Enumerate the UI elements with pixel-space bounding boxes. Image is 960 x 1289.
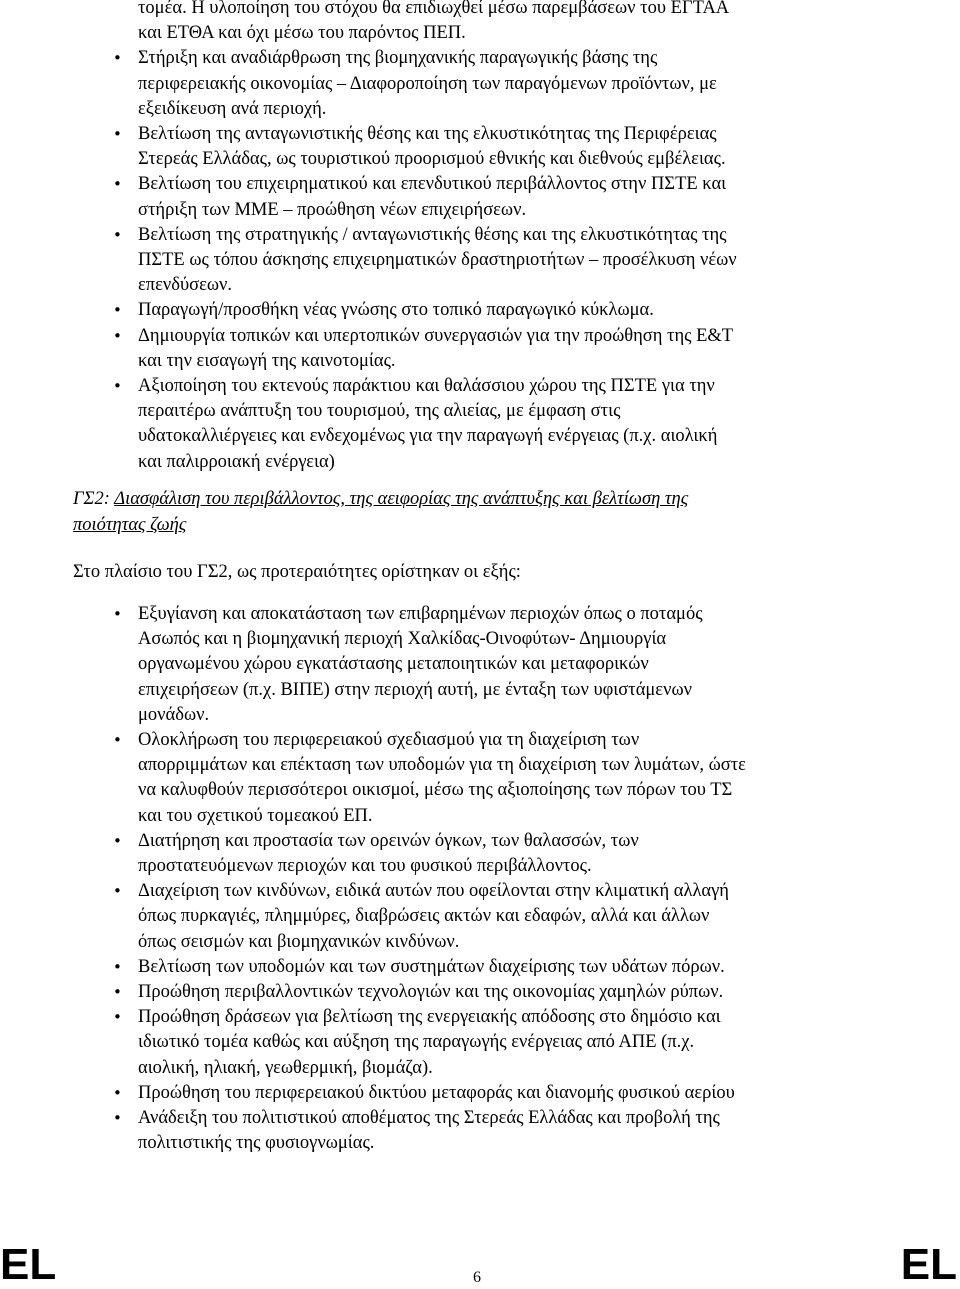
list-item-line: περαιτέρω ανάπτυξη του τουρισμού, της αλιείας, με έμφαση στις (138, 401, 621, 422)
list-item-line: απορριμμάτων και επέκταση των υποδομών για τη διαχείριση των λυμάτων, ώστε (138, 755, 746, 776)
list-item (0, 602, 960, 728)
list-item (0, 728, 960, 829)
list-item (0, 223, 960, 299)
list-item-line: πολιτιστικής της φυσιογνωμίας. (138, 1133, 375, 1154)
list-item-line: Ασωπός και η βιομηχανική περιοχή Χαλκίδας-Οινοφύτων- Δημιουργία (138, 629, 667, 650)
list-item (0, 0, 960, 46)
list-item (0, 1106, 960, 1156)
section-heading-gs2 (73, 487, 833, 538)
list-item-line: Στήριξη και αναδιάρθρωση της βιομηχανικής παραγωγικής βάσης της (138, 48, 658, 69)
list-item-line: και του σχετικού τομεακού ΕΠ. (138, 805, 373, 826)
list-item-line: και παλιρροιακή ενέργεια) (138, 451, 335, 472)
list-item-line: Ολοκλήρωση του περιφερειακού σχεδιασμού για τη διαχείριση των (138, 730, 640, 751)
bullet-icon: • (113, 1083, 122, 1102)
list-item-line: Βελτίωση της στρατηγικής / ανταγωνιστικής θέσης και της ελκυστικότητας της (138, 224, 727, 245)
list-item-line: Στερεάς Ελλάδας, ως τουριστικού προορισμού εθνικής και διεθνούς εμβέλειας. (138, 149, 726, 170)
list-item-line: Βελτίωση των υποδομών και των συστημάτων διαχείρισης των υδάτων πόρων. (138, 956, 725, 977)
list-item (0, 324, 960, 374)
bullet-icon: • (113, 882, 122, 901)
list-item-line: περιφερειακής οικονομίας – Διαφοροποίηση των παραγόμενων προϊόντων, με (138, 73, 717, 94)
list-item (0, 1081, 960, 1106)
section-heading-title: Διασφάλιση του περιβάλλοντος, της αειφορίας της ανάπτυξης και βελτίωση της (114, 489, 689, 509)
footer-language-code-right: EL (900, 1240, 957, 1289)
list-item-line: Διατήρηση και προστασία των ορεινών όγκων, των θαλασσών, των (138, 830, 639, 851)
section-heading-title-cont: ποιότητας ζωής (73, 514, 187, 535)
bullet-icon: • (113, 125, 122, 144)
list-item-line: και την εισαγωγή της καινοτομίας. (138, 350, 396, 371)
list-item-line: εξειδίκευση ανά περιοχή. (138, 98, 327, 119)
section-heading-label: ΓΣ2: (73, 489, 115, 509)
list-item-line: και ΕΤΘΑ και όχι μέσω του παρόντος ΠΕΠ. (138, 23, 466, 44)
list-item (0, 122, 960, 172)
bullet-icon: • (113, 957, 122, 976)
top-priority-list (0, 0, 960, 475)
bullet-icon: • (113, 301, 122, 320)
bullet-icon: • (113, 49, 122, 68)
list-item-line: αιολική, ηλιακή, γεωθερμική, βιομάζα). (138, 1057, 433, 1078)
list-item-line: Βελτίωση του επιχειρηματικού και επενδυτικού περιβάλλοντος στην ΠΣΤΕ και (138, 174, 727, 195)
list-item (0, 1005, 960, 1081)
list-item-line: ΠΣΤΕ ως τόπου άσκησης επιχειρηματικών δραστηριοτήτων – προσέλκυση νέων (138, 250, 737, 271)
bullet-icon: • (113, 831, 122, 850)
bullet-icon: • (113, 377, 122, 396)
list-item (0, 374, 960, 475)
list-item (0, 829, 960, 879)
list-item-line: οργανωμένου χώρου εγκατάστασης μεταποιητικών και μεταφορικών (138, 654, 649, 675)
list-item-line: ιδιωτικό τομέα καθώς και αύξηση της παραγωγής ενέργειας από ΑΠΕ (π.χ. (138, 1032, 695, 1053)
list-item-line: επενδύσεων. (138, 275, 233, 296)
list-item (0, 172, 960, 222)
list-item-line: Εξυγίανση και αποκατάσταση των επιβαρημένων περιοχών όπως ο ποταμός (138, 604, 703, 624)
list-item-line: να καλυφθούν περισσότεροι οικισμοί, μέσω της αξιοποίησης των πόρων του ΤΣ (138, 780, 733, 801)
list-item-line: μονάδων. (138, 704, 210, 725)
bullet-icon: • (113, 605, 122, 623)
list-item-line: Δημιουργία τοπικών και υπερτοπικών συνεργασιών για την προώθηση της Ε&Τ (138, 325, 734, 346)
list-item-line: Προώθηση του περιφερειακού δικτύου μεταφοράς και διανομής φυσικού αερίου (138, 1082, 735, 1103)
gs2-priority-list (0, 602, 960, 1156)
list-item-line: υδατοκαλλιέργειες και ενδεχομένως για την παραγωγή ενέργειας (π.χ. αιολική (138, 426, 718, 447)
bullet-icon: • (113, 225, 122, 244)
list-item-line: τομέα. Η υλοποίηση του στόχου θα επιδιωχθεί μέσω παρεμβάσεων του ΕΓΤΑΑ (138, 0, 730, 18)
section-intro: Στο πλαίσιο του ΓΣ2, ως προτεραιότητες ορίστηκαν οι εξής: (73, 562, 521, 582)
bullet-icon: • (113, 731, 122, 750)
list-item-line: Προώθηση περιβαλλοντικών τεχνολογιών και της οικονομίας χαμηλών ρύπων. (138, 982, 724, 1003)
list-item-line: Παραγωγή/προσθήκη νέας γνώσης στο τοπικό παραγωγικό κύκλωμα. (138, 300, 654, 321)
list-item (0, 298, 960, 323)
list-item-line: όπως πυρκαγιές, πλημμύρες, διαβρώσεις ακτών και εδαφών, αλλά και άλλων (138, 906, 710, 927)
bullet-icon: • (113, 983, 122, 1002)
list-item (0, 879, 960, 955)
list-item-line: στήριξη των ΜΜΕ – προώθηση νέων επιχειρήσεων. (138, 199, 527, 220)
list-item (0, 955, 960, 980)
page-number: 6 (473, 1269, 481, 1286)
list-item-line: όπως σεισμών και βιομηχανικών κινδύνων. (138, 931, 460, 952)
list-item-line: Ανάδειξη του πολιτιστικού αποθέματος της Στερεάς Ελλάδας και προβολή της (138, 1108, 720, 1129)
footer-language-code-left: EL (0, 1240, 57, 1289)
list-item-line: προστατευόμενων περιοχών και του φυσικού περιβάλλοντος. (138, 856, 592, 877)
list-item-line: Προώθηση δράσεων για βελτίωση της ενεργειακής απόδοσης στο δημόσιο και (138, 1007, 721, 1028)
list-item-line: Βελτίωση της ανταγωνιστικής θέσης και της ελκυστικότητας της Περιφέρειας (138, 124, 717, 145)
list-item-line: Αξιοποίηση του εκτενούς παράκτιου και θαλάσσιου χώρου της ΠΣΤΕ για την (138, 376, 715, 397)
list-item-line: Διαχείριση των κινδύνων, ειδικά αυτών που οφείλονται στην κλιματική αλλαγή (138, 881, 729, 902)
bullet-icon: • (113, 1008, 122, 1027)
bullet-icon: • (113, 1109, 122, 1128)
list-item-line: επιχειρήσεων (π.χ. ΒΙΠΕ) στην περιοχή αυτή, με ένταξη των υφιστάμενων (138, 679, 692, 700)
bullet-icon: • (113, 175, 122, 194)
list-item (0, 980, 960, 1005)
list-item (0, 46, 960, 122)
bullet-icon: • (113, 326, 122, 345)
